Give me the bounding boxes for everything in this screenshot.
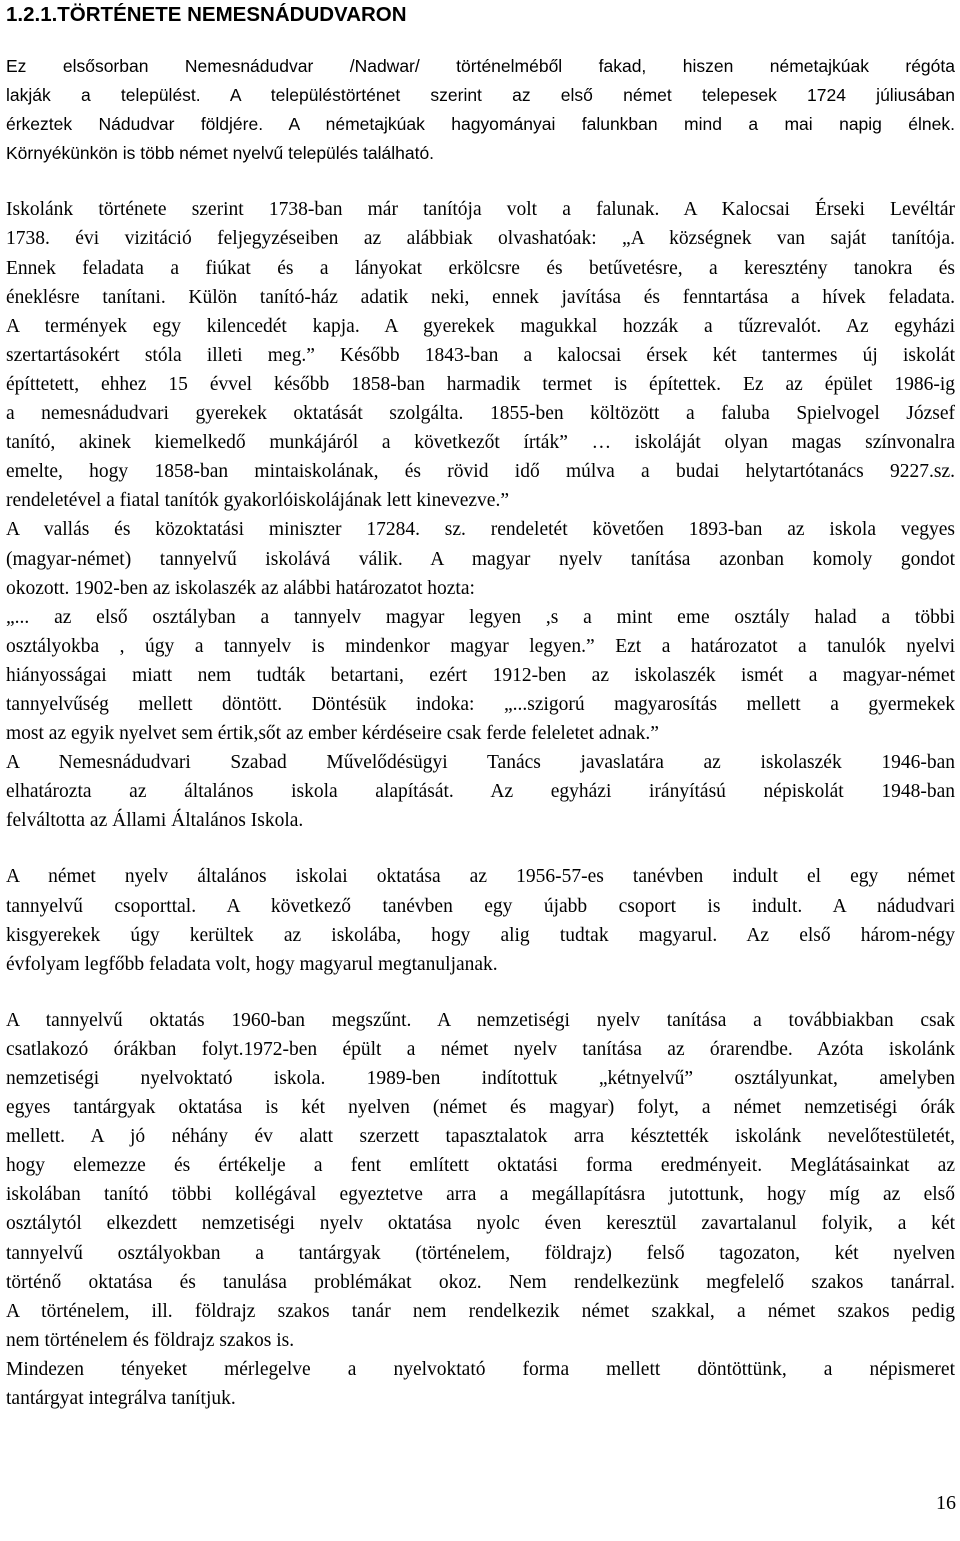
text-line: osztálytól elkezdett nemzetiségi nyelv oktatása nyolc éven keresztül zavartalanul folyik, a két — [6, 1213, 955, 1235]
text-line: tanító, akinek kiemelkedő munkájáról a következőt írták” … iskoláját olyan magas színvonalra — [6, 432, 955, 454]
text-line: A termények egy kilencedét kapja. A gyerekek magukkal hozzák a tűzrevalót. Az egyházi — [6, 315, 955, 337]
text-line: mellett. A jó néhány év alatt szerzett tapasztalatok arra késztették iskolánk nevelőtestületét, — [6, 1126, 955, 1148]
section-heading: 1.2.1.TÖRTÉNETE NEMESNÁDUDVARON — [6, 3, 407, 26]
text-line: kisgyerekek úgy kerültek az iskolába, hogy alig tudtak magyarul. Az első három-négy — [6, 924, 955, 946]
text-line: Mindezen tényeket mérlegelve a nyelvoktató forma mellett döntöttünk, a népismeret — [6, 1358, 955, 1380]
text-line: történő oktatása és tanulása problémákat okoz. Nem rendelkezünk megfelelő szakos tanárral. — [6, 1271, 955, 1293]
text-line: A történelem, ill. földrajz szakos tanár nem rendelkezik német szakkal, a német szakos pedig — [6, 1300, 955, 1322]
text-line: rendeletével a fiatal tanítók gyakorlóiskolájának lett kinevezve.” — [6, 490, 509, 512]
document-body — [6, 52, 955, 1413]
text-line: tannyelvűség mellett döntött. Döntésük indoka: „...szigorú magyarosítás mellett a gyermekek — [6, 693, 955, 715]
text-line: A német nyelv általános iskolai oktatása az 1956-57-es tanévben indult el egy német — [6, 866, 955, 888]
text-line: Környékünkön is több német nyelvű település található. — [6, 143, 435, 164]
text-line: tannyelvű csoporttal. A következő tanévben egy újabb csoport is indult. A nádudvari — [6, 895, 955, 917]
text-line: (magyar-német) tannyelvű iskolává válik. A magyar nyelv tanítása azonban komoly gondot — [6, 548, 955, 570]
text-line: építtetett, ehhez 15 évvel később 1858-ban harmadik termet is építettek. Ez az épület 1986-ig — [6, 373, 955, 395]
text-line: osztályokba , úgy a tannyelv is mindenkor magyar legyen.” Ezt a határozatot a tanulók nyelvi — [6, 635, 955, 657]
text-line: „... az első osztályban a tannyelv magyar legyen ,s a mint eme osztály halad a többi — [6, 606, 955, 628]
paragraph-gap — [6, 168, 955, 195]
text-line: A tannyelvű oktatás 1960-ban megszűnt. A nemzetiségi nyelv tanítása a továbbiakban csak — [6, 1009, 955, 1031]
text-line: Iskolánk története szerint 1738-ban már tanítója volt a falunak. A Kalocsai Érseki Levéltár — [6, 199, 955, 221]
text-line: most az egyik nyelvet sem értik,sőt az ember kérdéseire csak ferde feleletet adnak.” — [6, 723, 659, 745]
text-line: a nemesnádudvari gyerekek oktatását szolgálta. 1855-ben költözött a faluba Spielvogel József — [6, 403, 955, 425]
text-line: tannyelvű osztályokban a tantárgyak (történelem, földrajz) felső tagozaton, két nyelven — [6, 1242, 955, 1264]
paragraph — [6, 195, 955, 835]
paragraph — [6, 862, 955, 978]
paragraph — [6, 52, 955, 168]
text-line: 1738. évi vizitáció feljegyzéseiben az alábbiak olvashatóak: „A községnek van saját tanítója. — [6, 228, 955, 250]
text-line: egyes tantárgyak oktatása is két nyelven (német és magyar) folyt, a német nemzetiségi órák — [6, 1097, 955, 1119]
text-line: hiányosságai miatt nem tudták betartani, ezért 1912-ben az iskolaszék ismét a magyar-német — [6, 664, 955, 686]
text-line: emelte, hogy 1858-ban mintaiskolának, és rövid idő múlva a budai helytartótanács 9227.sz. — [6, 461, 955, 483]
page-number: 16 — [936, 1492, 956, 1514]
text-line: Ennek feladata a fiúkat és a lányokat erkölcsre és betűvetésre, a keresztény tanokra és — [6, 257, 955, 279]
text-line: évfolyam legfőbb feladata volt, hogy magyarul megtanuljanak. — [6, 953, 498, 975]
text-line: érkeztek Nádudvar földjére. A németajkúak hagyományai falunkban mind a mai napig élnek. — [6, 114, 955, 135]
text-line: iskolában tanító többi kollégával egyeztetve arra a megállapításra jutottunk, hogy míg az első — [6, 1184, 955, 1206]
text-line: lakják a települést. A településtörténet szerint az első német telepesek 1724 júliusában — [6, 85, 955, 106]
text-line: tantárgyat integrálva tanítjuk. — [6, 1388, 236, 1410]
paragraph-gap — [6, 979, 955, 1006]
text-line: nem történelem és földrajz szakos is. — [6, 1329, 295, 1351]
text-line: Ez elsősorban Nemesnádudvar /Nadwar/ történelméből fakad, hiszen németajkúak régóta — [6, 56, 955, 76]
text-line: éneklésre tanítani. Külön tanító-ház adatik neki, ennek javítása és fenntartása a hívek feladata. — [6, 286, 955, 308]
paragraph-gap — [6, 835, 955, 862]
text-line: szertartásokért stóla illeti meg.” Később 1843-ban a kalocsai érsek két tantermes új iskolát — [6, 344, 955, 366]
text-line: csatlakozó órákban folyt.1972-ben épült a német nyelv tanítása az órarendbe. Azóta iskolánk — [6, 1038, 955, 1060]
text-line: elhatározta az általános iskola alapítását. Az egyházi irányítású népiskolát 1948-ban — [6, 781, 955, 803]
text-line: nemzetiségi nyelvoktató iskola. 1989-ben indítottuk „kétnyelvű” osztályunkat, amelyben — [6, 1068, 955, 1089]
text-line: A Nemesnádudvari Szabad Művelődésügyi Tanács javaslatára az iskolaszék 1946-ban — [6, 752, 955, 774]
text-line: felváltotta az Állami Általános Iskola. — [6, 810, 304, 832]
text-line: hogy elemezze és értékelje a fent említett oktatási forma eredményeit. Meglátásainkat az — [6, 1155, 955, 1177]
paragraph — [6, 1006, 955, 1413]
text-line: A vallás és közoktatási miniszter 17284. sz. rendeletét követően 1893-ban az iskola vegyes — [6, 519, 955, 541]
text-line: okozott. 1902-ben az iskolaszék az alábbi határozatot hozta: — [6, 577, 475, 599]
